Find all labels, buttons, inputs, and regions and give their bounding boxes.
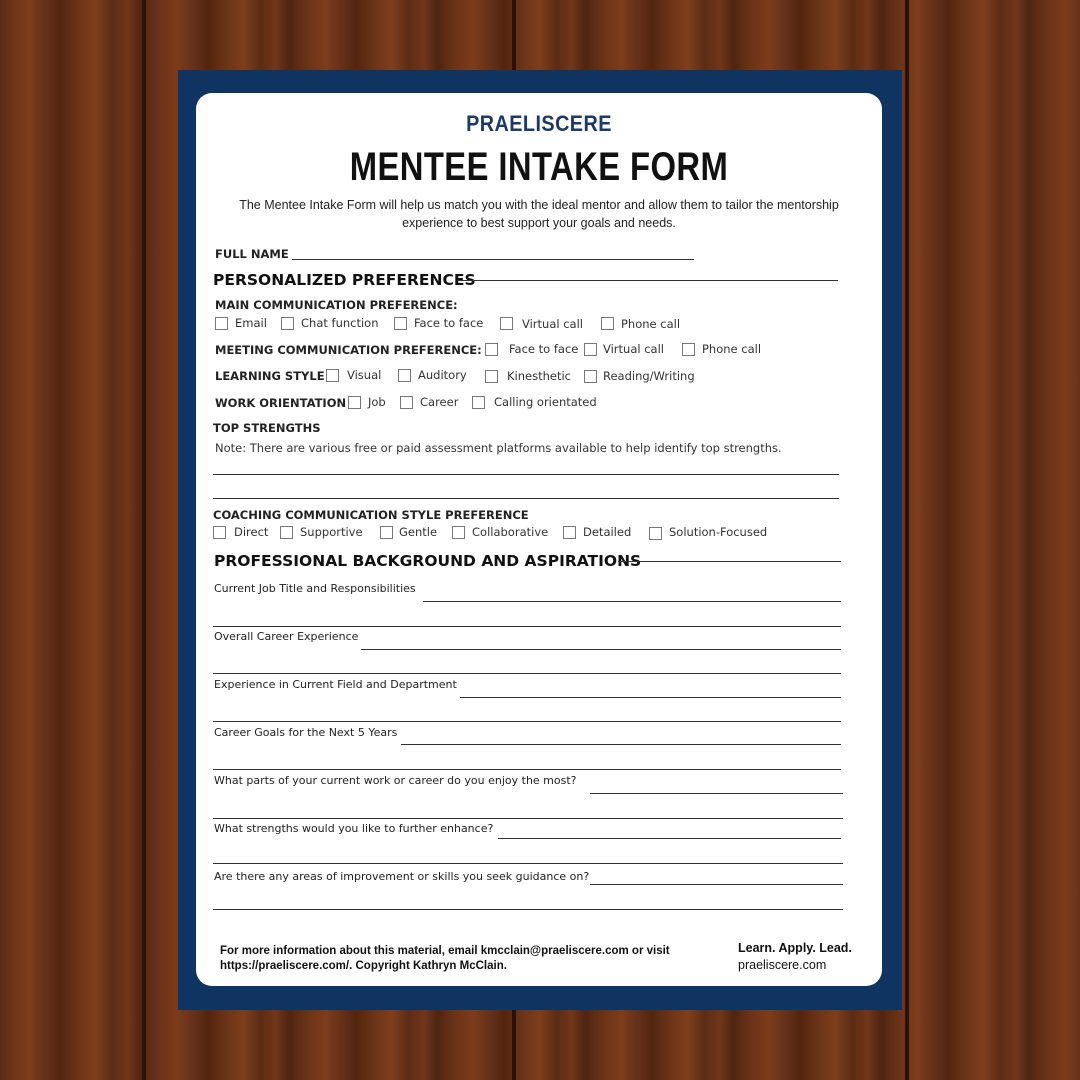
wood-plank-gap <box>905 0 909 1080</box>
section-professional: PROFESSIONAL BACKGROUND AND ASPIRATIONS <box>214 552 642 570</box>
option-label: Reading/Writing <box>603 369 695 383</box>
checkbox-meeting-phone-call[interactable] <box>682 343 695 356</box>
answer-improvement-2[interactable] <box>213 909 843 910</box>
question-strengths-enhance: What strengths would you like to further enhance? <box>214 822 494 835</box>
checkbox-phone-call[interactable] <box>601 317 614 330</box>
footer-website[interactable]: praeliscere.com <box>738 958 827 972</box>
checkbox-kinesthetic[interactable] <box>485 370 498 383</box>
checkbox-calling-orientated[interactable] <box>472 396 485 409</box>
checkbox-auditory[interactable] <box>398 369 411 382</box>
question-enjoy-most: What parts of your current work or career do you enjoy the most? <box>214 774 577 787</box>
answer-job-title[interactable] <box>423 601 841 602</box>
section-personalized: PERSONALIZED PREFERENCES <box>213 271 476 289</box>
section-rule <box>457 280 838 281</box>
option-label: Phone call <box>702 342 762 356</box>
form-card <box>196 93 882 986</box>
option-label: Job <box>368 395 386 409</box>
option-label: Solution-Focused <box>669 525 768 539</box>
option-label: Career <box>420 395 459 409</box>
form-frame <box>178 70 902 1010</box>
checkbox-job[interactable] <box>348 396 361 409</box>
option-label: Detailed <box>583 525 632 539</box>
option-label: Auditory <box>418 368 467 382</box>
main-comm-label: MAIN COMMUNICATION PREFERENCE: <box>215 298 458 312</box>
checkbox-face-to-face[interactable] <box>394 317 407 330</box>
answer-career-goals[interactable] <box>401 744 841 745</box>
answer-career-goals-2[interactable] <box>213 769 841 770</box>
checkbox-direct[interactable] <box>213 526 226 539</box>
brand-logo: PRAELISCERE <box>466 111 612 136</box>
footer-tagline: Learn. Apply. Lead. <box>738 941 852 955</box>
question-field-experience: Experience in Current Field and Department <box>214 678 457 691</box>
checkbox-reading-writing[interactable] <box>584 370 597 383</box>
full-name-label: FULL NAME <box>215 247 289 261</box>
checkbox-visual[interactable] <box>326 369 339 382</box>
answer-career-experience[interactable] <box>361 649 841 650</box>
checkbox-meeting-face-to-face[interactable] <box>485 343 498 356</box>
answer-field-experience-2[interactable] <box>213 721 841 722</box>
checkbox-email[interactable] <box>215 317 228 330</box>
answer-enjoy-most-2[interactable] <box>213 818 843 819</box>
coaching-style-label: COACHING COMMUNICATION STYLE PREFERENCE <box>213 508 529 522</box>
meeting-comm-label: MEETING COMMUNICATION PREFERENCE: <box>215 343 482 357</box>
top-strengths-label: TOP STRENGTHS <box>213 421 321 435</box>
top-strengths-note: Note: There are various free or paid assessment platforms available to help identify top strengths. <box>215 441 782 455</box>
option-label: Supportive <box>300 525 363 539</box>
checkbox-gentle[interactable] <box>380 526 393 539</box>
top-strengths-line-1[interactable] <box>213 474 839 475</box>
answer-field-experience[interactable] <box>460 697 841 698</box>
work-orientation-label: WORK ORIENTATION <box>215 396 347 410</box>
option-label: Collaborative <box>472 525 549 539</box>
checkbox-supportive[interactable] <box>280 526 293 539</box>
wood-plank-gap <box>142 0 146 1080</box>
full-name-field[interactable] <box>292 259 694 260</box>
top-strengths-line-2[interactable] <box>213 498 839 499</box>
section-rule <box>618 561 841 562</box>
checkbox-collaborative[interactable] <box>452 526 465 539</box>
option-label: Kinesthetic <box>507 369 571 383</box>
answer-strengths-enhance-2[interactable] <box>213 863 843 864</box>
page-title: MENTEE INTAKE FORM <box>349 145 729 189</box>
checkbox-solution-focused[interactable] <box>649 527 662 540</box>
footer-info: For more information about this material, email kmcclain@praeliscere.com or visit https://praeliscere.com/. Copyright Kathryn McClain. <box>220 945 670 972</box>
question-improvement: Are there any areas of improvement or skills you seek guidance on? <box>214 870 590 883</box>
option-label: Direct <box>234 525 269 539</box>
answer-enjoy-most[interactable] <box>590 793 843 794</box>
answer-improvement[interactable] <box>590 884 843 885</box>
option-label: Phone call <box>621 317 681 331</box>
option-label: Visual <box>347 368 382 382</box>
question-career-experience: Overall Career Experience <box>214 630 359 643</box>
answer-career-experience-2[interactable] <box>213 673 841 674</box>
checkbox-virtual-call[interactable] <box>500 317 513 330</box>
option-label: Face to face <box>414 316 484 330</box>
learning-style-label: LEARNING STYLE <box>215 369 325 383</box>
checkbox-detailed[interactable] <box>563 526 576 539</box>
option-label: Email <box>235 316 267 330</box>
intro-text: The Mentee Intake Form will help us match you with the ideal mentor and allow them to tailor the mentorship experience to best support your goals and needs. <box>239 198 839 230</box>
option-label: Virtual call <box>603 342 664 356</box>
option-label: Calling orientated <box>494 395 597 409</box>
option-label: Chat function <box>301 316 379 330</box>
question-job-title: Current Job Title and Responsibilities <box>214 582 416 595</box>
checkbox-meeting-virtual-call[interactable] <box>584 343 597 356</box>
checkbox-chat-function[interactable] <box>281 317 294 330</box>
answer-strengths-enhance[interactable] <box>498 838 841 839</box>
checkbox-career[interactable] <box>400 396 413 409</box>
answer-job-title-2[interactable] <box>213 626 841 627</box>
question-career-goals: Career Goals for the Next 5 Years <box>214 726 398 739</box>
option-label: Face to face <box>509 342 579 356</box>
option-label: Virtual call <box>522 317 583 331</box>
option-label: Gentle <box>399 525 438 539</box>
